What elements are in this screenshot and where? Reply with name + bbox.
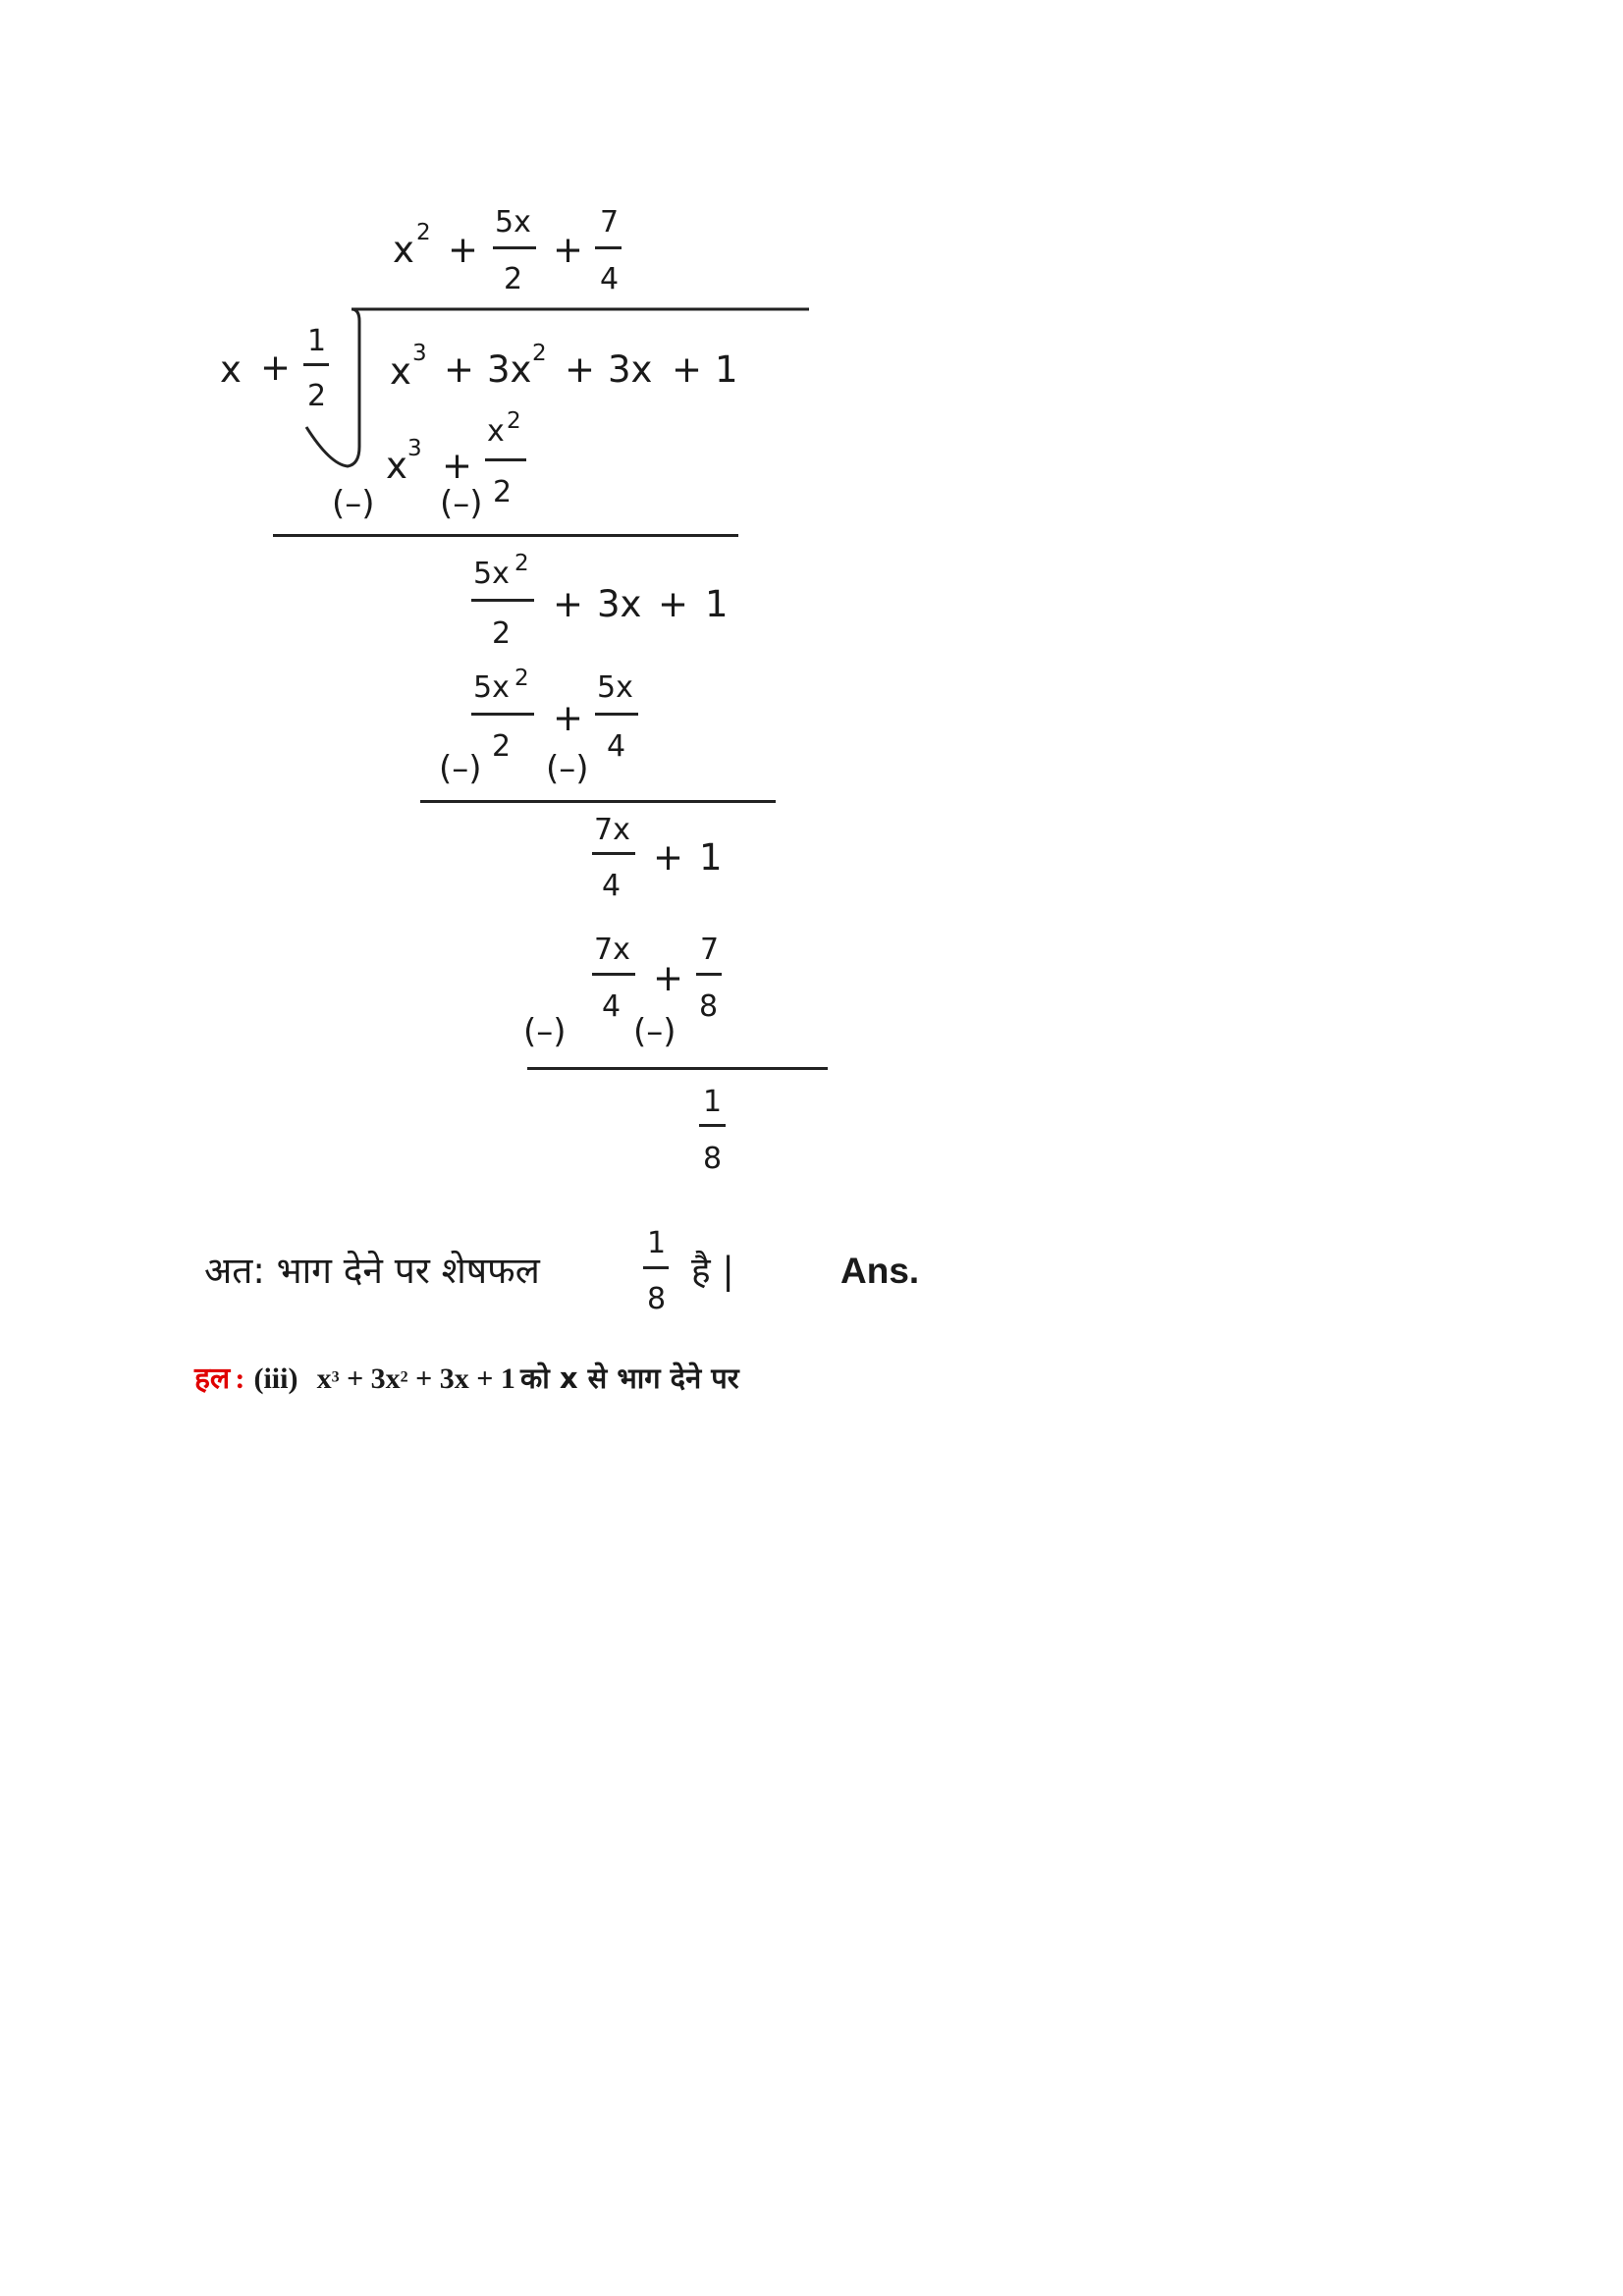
rem2-plus: + [653, 836, 684, 879]
quotient-term-2-denominator: 2 [504, 262, 523, 296]
solution-label: हल [194, 1362, 231, 1395]
step3-term-2-denominator: 8 [699, 989, 719, 1024]
step3-term-1-numerator: 7x [594, 933, 630, 967]
step3-term-1-denominator: 4 [602, 989, 622, 1024]
rem2-denominator: 4 [602, 869, 622, 903]
step2-term-2-fraction-bar [595, 713, 638, 716]
step1-term-2-fraction-bar [485, 458, 526, 461]
solution-expr-3x: + 3x [339, 1362, 401, 1395]
step3-term-2-numerator: 7 [700, 933, 720, 967]
rem2-numerator: 7x [594, 813, 630, 847]
rem2-fraction-bar [592, 852, 635, 855]
conclusion-fraction-bar [643, 1266, 669, 1269]
rem1-term-2: 3x [597, 583, 642, 625]
step3-plus: + [653, 957, 684, 999]
step1-term-2-numerator-exponent: 2 [507, 408, 521, 434]
dividend-term-1-exponent: 3 [412, 341, 427, 366]
quotient-term-2-fraction-bar [493, 246, 536, 249]
step1-plus: + [442, 445, 473, 487]
dividend-plus-2: + [565, 348, 596, 391]
rem1-term-3: 1 [705, 583, 729, 625]
quotient-term-1-base: x [393, 229, 414, 271]
conclusion-fraction-numerator: 1 [647, 1226, 667, 1260]
subtraction-line-3 [527, 1067, 828, 1070]
dividend-term-2-base: 3x [487, 348, 532, 391]
step1-term-1-exponent: 3 [407, 436, 422, 461]
step2-term-2-denominator: 4 [607, 729, 626, 764]
step2-term-2-numerator: 5x [597, 670, 633, 705]
conclusion-text: अत: भाग देने पर शेषफल [204, 1250, 540, 1292]
step2-sign-1: (–) [439, 749, 482, 788]
solution-expr-x: x [316, 1362, 332, 1395]
rem1-numerator-exponent: 2 [514, 551, 529, 576]
divisor-numerator: 1 [307, 324, 327, 358]
final-remainder-denominator: 8 [703, 1142, 723, 1176]
dividend-term-3: 3x [608, 348, 653, 391]
step2-term-1-numerator-base: 5x [473, 670, 510, 705]
divisor-denominator: 2 [307, 379, 327, 413]
step1-sign-1: (–) [332, 484, 375, 523]
quotient-plus-1: + [448, 229, 479, 271]
solution-colon: : [235, 1362, 245, 1395]
step3-term-1-fraction-bar [592, 973, 635, 976]
step2-term-1-denominator: 2 [492, 729, 512, 764]
next-solution-heading [194, 1364, 739, 1394]
conclusion-hai: है | [691, 1250, 734, 1292]
final-remainder-numerator: 1 [703, 1085, 723, 1119]
step3-term-2-fraction-bar [696, 973, 722, 976]
step3-sign-2: (–) [633, 1012, 676, 1051]
solution-expr-3x-exponent: 2 [400, 1368, 408, 1386]
subtraction-line-2 [420, 800, 776, 803]
solution-expr-x-exponent: 3 [331, 1368, 340, 1386]
quotient-term-3-numerator: 7 [600, 205, 620, 240]
conclusion-fraction-denominator: 8 [647, 1282, 667, 1316]
divisor-plus: + [260, 347, 292, 389]
solution-expr-rest: + 3x + 1 [407, 1362, 515, 1395]
dividend-plus-3: + [672, 348, 703, 391]
step1-term-2-numerator-base: x [487, 414, 505, 449]
quotient-plus-2: + [553, 229, 584, 271]
solution-part-number: (iii) [253, 1362, 298, 1395]
step3-sign-1: (–) [523, 1012, 567, 1051]
rem1-denominator: 2 [492, 616, 512, 651]
dividend-term-4: 1 [715, 348, 738, 391]
step1-sign-2: (–) [440, 484, 483, 523]
step2-plus: + [553, 697, 584, 739]
quotient-term-3-denominator: 4 [600, 262, 620, 296]
solution-hindi-text: को x से भाग देने पर [519, 1362, 739, 1395]
divisor-x: x [220, 348, 242, 391]
quotient-term-2-numerator: 5x [495, 205, 531, 240]
rem1-fraction-bar [471, 599, 534, 602]
rem2-term-2: 1 [699, 836, 723, 879]
answer-label: Ans. [840, 1251, 920, 1291]
quotient-term-3-fraction-bar [595, 246, 622, 249]
dividend-term-2-exponent: 2 [532, 341, 547, 366]
step2-term-1-numerator-exponent: 2 [514, 666, 529, 691]
step1-term-1-base: x [386, 445, 407, 487]
long-division-bracket [295, 299, 825, 476]
dividend-plus-1: + [444, 348, 475, 391]
quotient-term-1-exponent: 2 [416, 220, 431, 245]
final-remainder-fraction-bar [699, 1124, 726, 1127]
rem1-plus-1: + [553, 583, 584, 625]
step1-term-2-denominator: 2 [493, 475, 513, 509]
subtraction-line-1 [273, 534, 738, 537]
rem1-numerator-base: 5x [473, 557, 510, 591]
rem1-plus-2: + [658, 583, 689, 625]
step2-sign-2: (–) [546, 749, 589, 788]
step2-term-1-fraction-bar [471, 713, 534, 716]
dividend-term-1-base: x [390, 350, 411, 393]
